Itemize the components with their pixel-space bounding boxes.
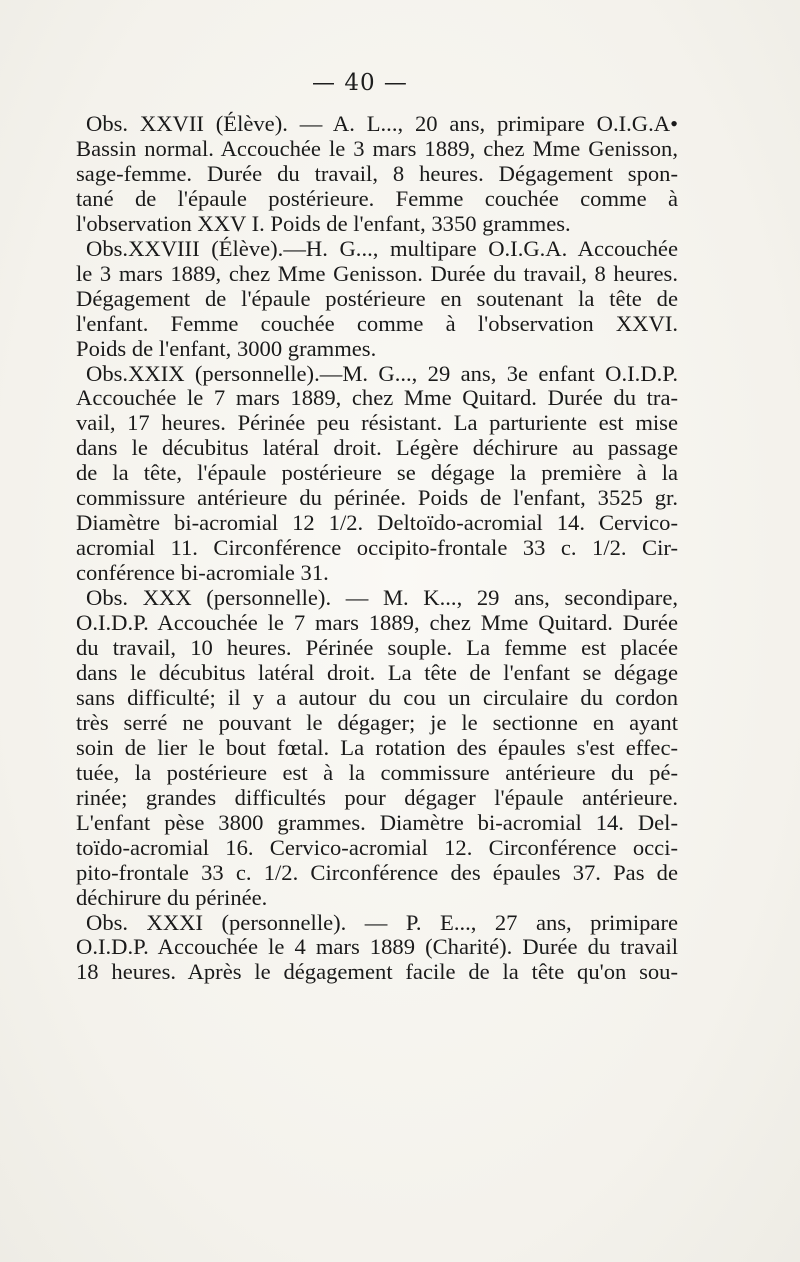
text-line: déchirure du périnée. (76, 884, 268, 910)
text-line: acromial 11. Circonférence occipito-frontale 33 c. 1/2. Cir- (76, 535, 678, 561)
observation-paragraph (76, 112, 678, 237)
text-line: sans difficulté; il y a autour du cou un circulaire du cordon (76, 684, 678, 710)
text-line: L'enfant pèse 3800 grammes. Diamètre bi-acromial 14. Del- (76, 809, 678, 835)
text-line: Obs. XXX (personnelle). — M. K..., 29 ans, secondipare, (86, 585, 678, 611)
observation-paragraph (76, 586, 678, 910)
text-line: 18 heures. Après le dégagement facile de la tête qu'on sou- (76, 959, 678, 985)
text-line: rinée; grandes difficultés pour dégager l'épaule antérieure. (76, 784, 678, 810)
body-text (76, 112, 678, 985)
observation-paragraph (76, 237, 678, 362)
text-line: Dégagement de l'épaule postérieure en soutenant la tête de (76, 285, 678, 311)
text-line: très serré ne pouvant le dégager; je le sectionne en ayant (76, 709, 678, 735)
text-line: Poids de l'enfant, 3000 grammes. (76, 335, 377, 361)
text-line: l'observation XXV I. Poids de l'enfant, 3350 grammes. (76, 210, 571, 236)
text-line: Obs.XXIX (personnelle).—M. G..., 29 ans, 3e enfant O.I.D.P. (86, 360, 678, 386)
text-line: Obs. XXVII (Élève). — A. L..., 20 ans, primipare O.I.G.A• (86, 111, 678, 136)
text-line: l'enfant. Femme couchée comme à l'observation XXVI. (76, 310, 678, 336)
observation-paragraph (76, 911, 678, 986)
text-line: Obs.XXVIII (Élève).—H. G..., multipare O.I.G.A. Accouchée (86, 235, 678, 261)
page-number: — 40 — (312, 70, 408, 96)
text-line: le 3 mars 1889, chez Mme Genisson. Durée du travail, 8 heures. (76, 260, 678, 286)
observation-paragraph (76, 362, 678, 587)
text-line: soin de lier le bout fœtal. La rotation des épaules s'est effec- (76, 734, 678, 760)
text-line: O.I.D.P. Accouchée le 4 mars 1889 (Charité). Durée du travail (76, 934, 678, 960)
text-line: tuée, la postérieure est à la commissure antérieure du pé- (76, 759, 678, 785)
text-line: O.I.D.P. Accouchée le 7 mars 1889, chez Mme Quitard. Durée (76, 610, 678, 636)
text-line: dans le décubitus latéral droit. Légère déchirure au passage (76, 435, 678, 461)
text-line: commissure antérieure du périnée. Poids de l'enfant, 3525 gr. (76, 485, 678, 511)
text-line: Bassin normal. Accouchée le 3 mars 1889, chez Mme Genisson, (76, 135, 678, 161)
text-line: sage-femme. Durée du travail, 8 heures. Dégagement spon- (76, 160, 678, 186)
text-line: tané de l'épaule postérieure. Femme couchée comme à (76, 185, 678, 211)
text-line: Accouchée le 7 mars 1889, chez Mme Quitard. Durée du tra- (76, 385, 678, 411)
text-line: Obs. XXXI (personnelle). — P. E..., 27 ans, primipare (86, 909, 678, 935)
text-line: vail, 17 heures. Périnée peu résistant. La parturiente est mise (76, 410, 678, 436)
text-line: toïdo-acromial 16. Cervico-acromial 12. Circonférence occi- (76, 834, 678, 860)
text-line: Diamètre bi-acromial 12 1/2. Deltoïdo-acromial 14. Cervico- (76, 510, 678, 536)
text-line: du travail, 10 heures. Périnée souple. La femme est placée (76, 635, 678, 661)
text-line: dans le décubitus latéral droit. La tête de l'enfant se dégage (76, 659, 678, 685)
text-line: pito-frontale 33 c. 1/2. Circonférence des épaules 37. Pas de (76, 859, 678, 885)
text-line: conférence bi-acromiale 31. (76, 560, 329, 586)
text-line: de la tête, l'épaule postérieure se dégage la première à la (76, 460, 678, 486)
